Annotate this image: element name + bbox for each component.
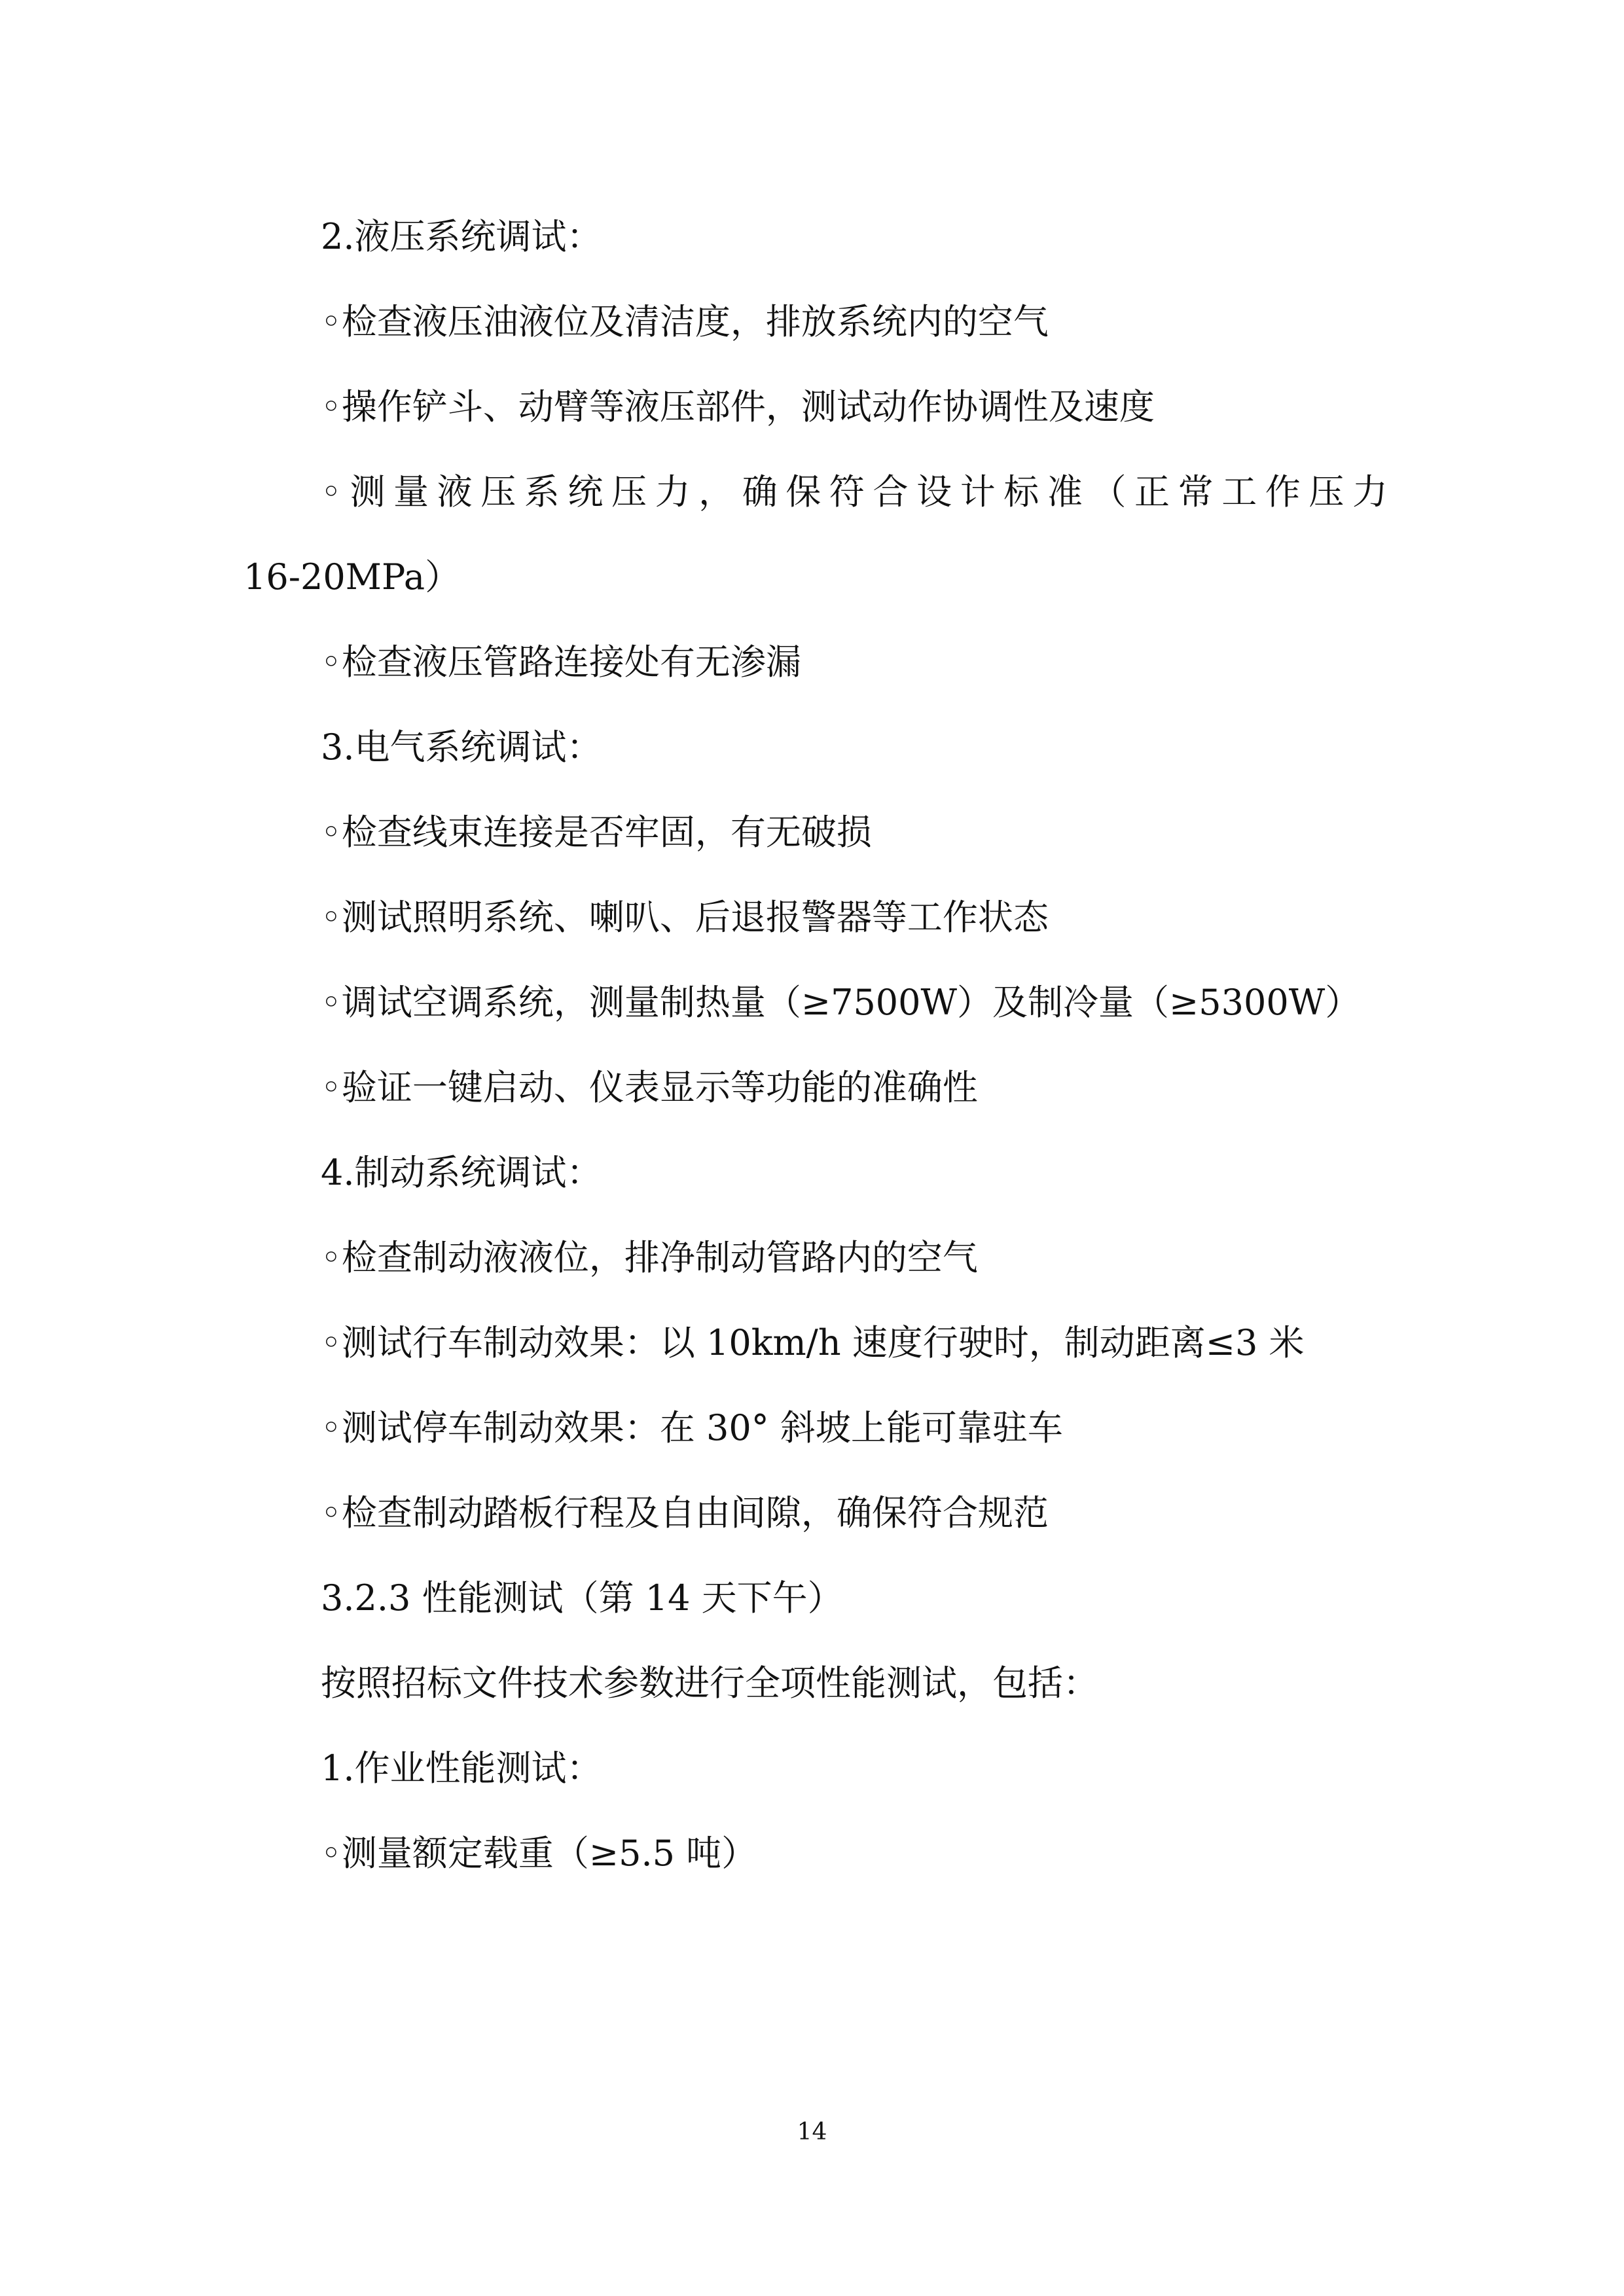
- bullet-item: ◦调试空调系统，测量制热量（≥7500W）及制冷量（≥5300W）: [321, 982, 1361, 1023]
- paragraph: 按照招标文件技术参数进行全项性能测试，包括：: [321, 1662, 1098, 1704]
- bullet-item: ◦测量额定载重（≥5.5 吨）: [321, 1833, 757, 1874]
- section-heading-operation: 1.作业性能测试：: [321, 1748, 602, 1789]
- section-heading-hydraulic: 2.液压系统调试：: [321, 216, 602, 257]
- section-heading-brake: 4.制动系统调试：: [321, 1152, 602, 1193]
- page-number: 14: [797, 2119, 827, 2145]
- bullet-item: ◦验证一键启动、仪表显示等功能的准确性: [321, 1067, 978, 1108]
- bullet-item: ◦检查制动液液位，排净制动管路内的空气: [321, 1237, 978, 1278]
- bullet-item: ◦测试行车制动效果：以 10km/h 速度行驶时，制动距离≤3 米: [321, 1322, 1305, 1363]
- bullet-item: ◦检查线束连接是否牢固，有无破损: [321, 812, 872, 853]
- bullet-item: ◦测量液压系统压力，确保符合设计标准（正常工作压力: [321, 471, 1388, 512]
- section-heading-electrical: 3.电气系统调试：: [321, 726, 602, 768]
- bullet-item: ◦测试停车制动效果：在 30° 斜坡上能可靠驻车: [321, 1407, 1063, 1448]
- bullet-item: ◦检查制动踏板行程及自由间隙，确保符合规范: [321, 1492, 1049, 1534]
- bullet-item: ◦操作铲斗、动臂等液压部件，测试动作协调性及速度: [321, 386, 1155, 427]
- bullet-item-continuation: 16-20MPa）: [244, 556, 461, 598]
- bullet-item: ◦检查液压油液位及清洁度，排放系统内的空气: [321, 301, 1049, 342]
- subsection-heading-performance: 3.2.3 性能测试（第 14 天下午）: [321, 1577, 843, 1619]
- bullet-item: ◦检查液压管路连接处有无渗漏: [321, 641, 801, 683]
- bullet-item: ◦测试照明系统、喇叭、后退报警器等工作状态: [321, 897, 1049, 938]
